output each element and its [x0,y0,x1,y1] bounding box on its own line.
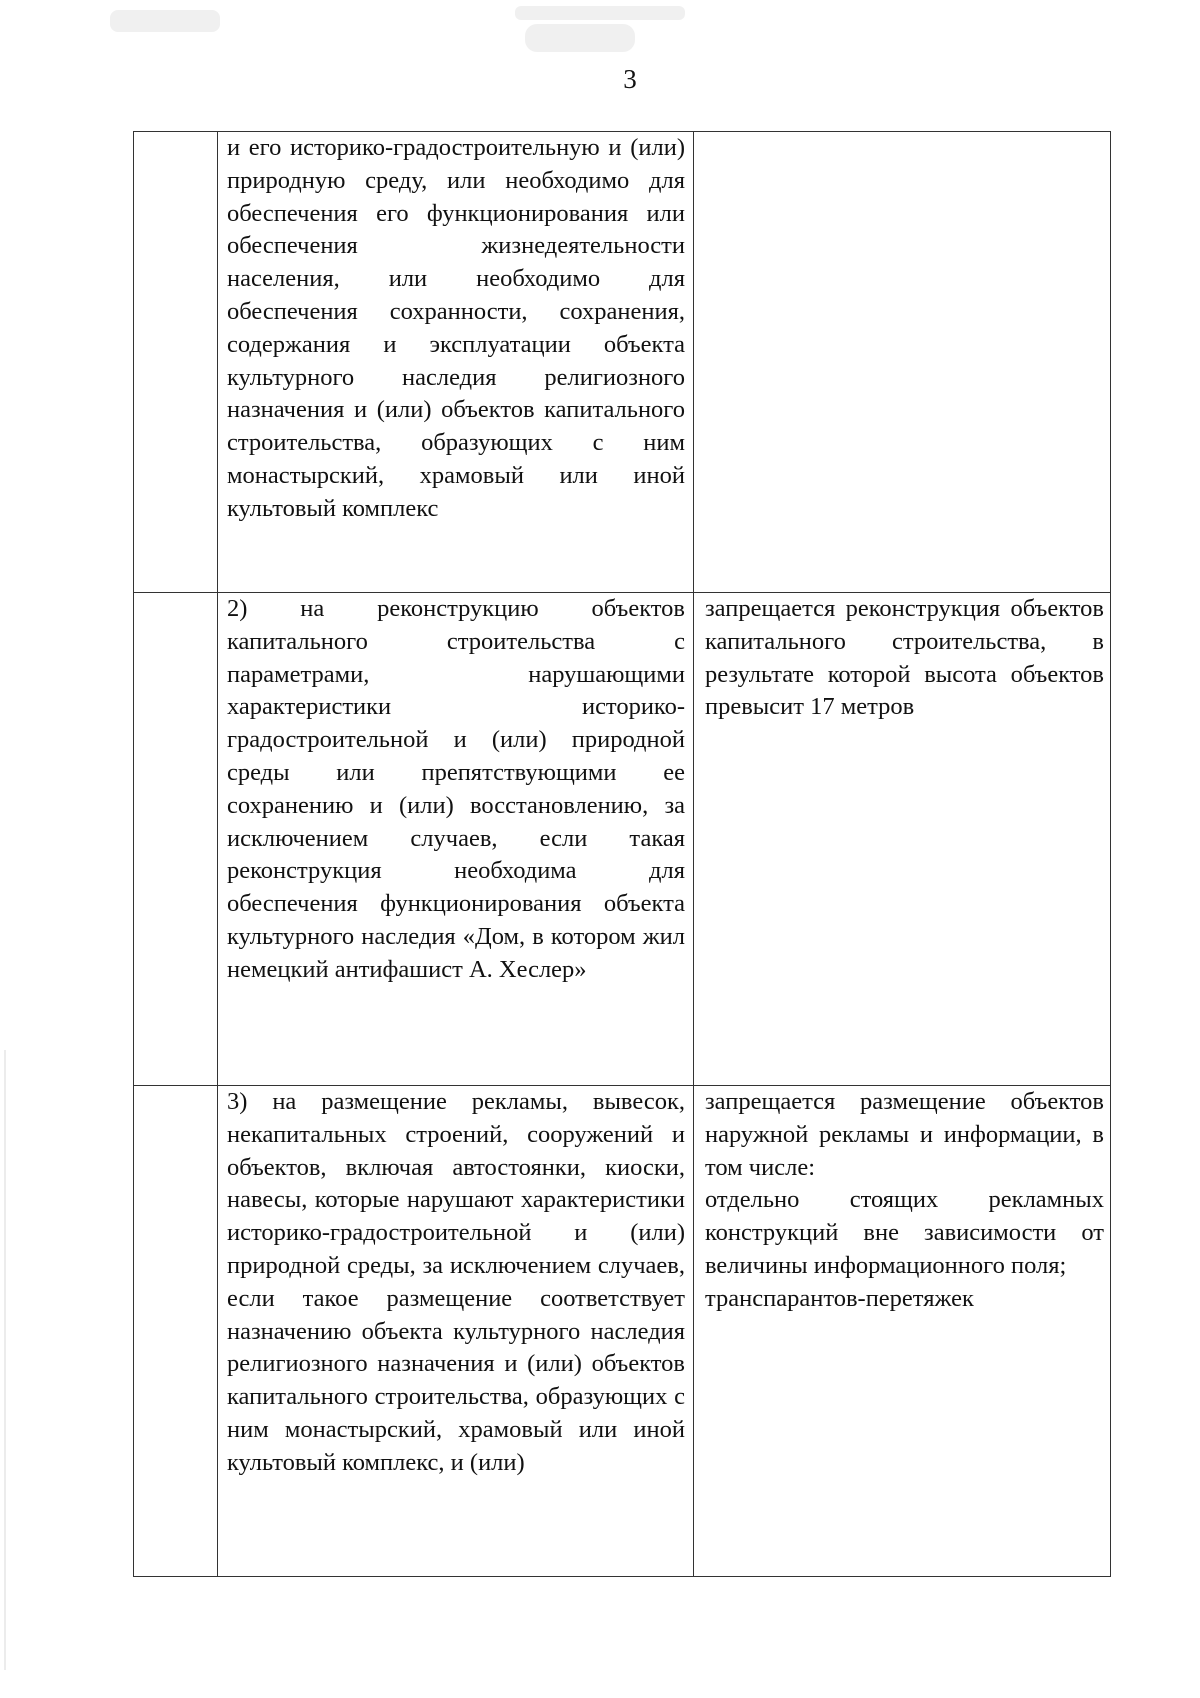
table-row [134,132,1111,593]
row-number-cell [134,593,218,1086]
requirement-cell [218,132,694,593]
regime-text: транспарантов-перетяжек [705,1284,974,1312]
requirement-text: 2) на реконструкцию объектов капитального строительства с параметрами, нарушающими характеристики историко-градостроительной и (или) природной среды или препятствующими ее сохранению и (или) восстановлению, за исключением случаев, если такая реконструкция необходима для обеспечения функционирования объекта культурного наследия «Дом, в котором жил немецкий антифашист А. Хеслер» [227,595,685,983]
scan-artifact [4,1050,6,1670]
regime-text: отдельно стоящих рекламных конструкций вне зависимости от величины информационного поля; [705,1186,1104,1279]
table-row [134,1086,1111,1577]
row-number-cell [134,132,218,593]
regime-text: запрещается реконструкция объектов капитального строительства, в результате которой высота объектов превысит 17 метров [705,595,1104,721]
regime-text: запрещается размещение объектов наружной рекламы и информации, в том числе: [705,1088,1104,1181]
table-row [134,593,1111,1086]
scan-artifact [515,6,685,20]
page-number: 3 [623,64,637,94]
regulations-table [133,131,1111,1577]
row-number-cell [134,1086,218,1577]
regime-cell [694,132,1111,593]
requirement-cell [218,1086,694,1577]
requirement-text: и его историко-градостроительную и (или) природную среду, или необходимо для обеспечения его функционирования или обеспечения жизнедеятельности населения, или необходимо для обеспечения сохранности, сохранения, содержания и эксплуатации объекта культурного наследия религиозного назначения и (или) объектов капитального строительства, образующих с ним монастырский, храмовый или иной культовый комплекс [227,134,685,522]
scan-artifact [110,10,220,32]
requirement-text: 3) на размещение рекламы, вывесок, некапитальных строений, сооружений и объектов, включая автостоянки, киоски, навесы, которые нарушают характеристики историко-градостроительной и (или) природной среды, за исключением случаев, если такое размещение соответствует назначению объекта культурного наследия религиозного назначения и (или) объектов капитального строительства, образующих с ним монастырский, храмовый или иной культовый комплекс, и (или) [227,1088,685,1476]
requirement-cell [218,593,694,1086]
regime-cell [694,593,1111,1086]
regime-cell [694,1086,1111,1577]
scan-artifact [525,24,635,52]
